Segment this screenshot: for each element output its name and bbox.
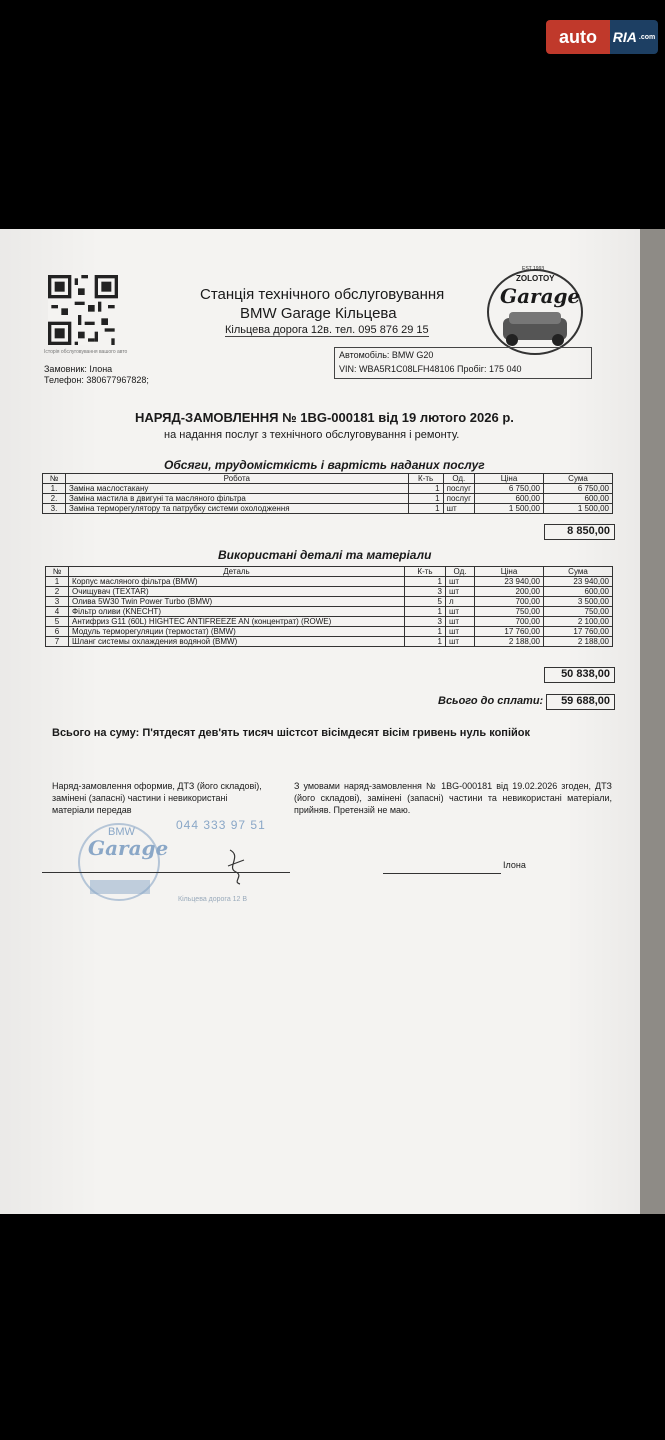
cell: 1 bbox=[408, 484, 443, 494]
cell: 600,00 bbox=[544, 587, 613, 597]
cell: Шланг системы охлаждения водяной (BMW) bbox=[69, 637, 405, 647]
cell: 23 940,00 bbox=[544, 577, 613, 587]
table-row bbox=[46, 607, 613, 617]
cell: 1 bbox=[405, 577, 446, 587]
services-col-unit: Од. bbox=[443, 474, 474, 484]
watermark-ria-sub: .com bbox=[638, 33, 656, 41]
signature-line-left bbox=[42, 872, 290, 873]
station-title: Станція технічного обслуговування bbox=[200, 286, 445, 303]
parts-section-title: Використані деталі та матеріали bbox=[218, 548, 432, 562]
order-title: НАРЯД-ЗАМОВЛЕННЯ № 1BG-000181 від 19 лютого 2026 р. bbox=[135, 410, 514, 425]
signature-icon bbox=[224, 846, 248, 886]
cell: 700,00 bbox=[475, 597, 544, 607]
parts-col-unit: Од. bbox=[446, 567, 475, 577]
autoria-watermark bbox=[546, 20, 658, 54]
logo-brand: ZOLOTOY bbox=[516, 274, 555, 283]
cell: 1 bbox=[405, 627, 446, 637]
watermark-auto: auto bbox=[546, 20, 610, 54]
cell: 23 940,00 bbox=[475, 577, 544, 587]
cell: 3 bbox=[405, 587, 446, 597]
table-row bbox=[46, 617, 613, 627]
cell: шт bbox=[446, 617, 475, 627]
cell: 3 bbox=[405, 617, 446, 627]
cell: 1 bbox=[408, 504, 443, 514]
cell: 6 750,00 bbox=[475, 484, 544, 494]
cell: Заміна терморегулятору та патрубку системи охолодження bbox=[66, 504, 409, 514]
cell: л bbox=[446, 597, 475, 607]
cell: 2 188,00 bbox=[544, 637, 613, 647]
car-info-box bbox=[334, 347, 592, 379]
parts-col-num: № bbox=[46, 567, 69, 577]
customer-name: Замовник: Ілона bbox=[44, 364, 113, 374]
services-section-title: Обсяги, трудомісткість і вартість наданих послуг bbox=[164, 458, 485, 472]
footer-right-text: З умовами наряд-замовлення № 1BG-000181 від 19.02.2026 згоден, ДТЗ (його складові), замінені (запасні) частини та невикористані матеріали, прийняв. Претензій не маю. bbox=[294, 781, 612, 815]
cell: 1 500,00 bbox=[475, 504, 544, 514]
cell: 3. bbox=[43, 504, 66, 514]
parts-col-sum: Сума bbox=[544, 567, 613, 577]
cell: 1 bbox=[408, 494, 443, 504]
cell: 2 bbox=[46, 587, 69, 597]
services-col-sum: Сума bbox=[544, 474, 613, 484]
cell: Олива 5W30 Twin Power Turbo (BMW) bbox=[69, 597, 405, 607]
cell: шт bbox=[446, 637, 475, 647]
parts-total: 50 838,00 bbox=[544, 667, 615, 683]
cell: 17 760,00 bbox=[544, 627, 613, 637]
stamp-address: Кільцева дорога 12 В bbox=[178, 896, 248, 903]
qr-caption: Історія обслуговування вашого авто bbox=[44, 349, 128, 355]
cell: шт bbox=[446, 627, 475, 637]
cell: 1. bbox=[43, 484, 66, 494]
cell: 2. bbox=[43, 494, 66, 504]
cell: Корпус масляного фільтра (BMW) bbox=[69, 577, 405, 587]
grand-total-value: 59 688,00 bbox=[546, 694, 615, 710]
car-vin-mileage: VIN: WBA5R1C08LFH48106 Пробіг: 175 040 bbox=[339, 364, 522, 374]
cell: шт bbox=[446, 587, 475, 597]
cell: шт bbox=[446, 577, 475, 587]
footer-left-text: Наряд-замовлення оформив, ДТЗ (його складові), замінені (запасні) частини і невикористані матеріали передав bbox=[52, 781, 262, 815]
cell: шт bbox=[443, 504, 474, 514]
parts-table bbox=[45, 566, 613, 647]
stamp-phone: 044 333 97 51 bbox=[176, 818, 266, 832]
car-model: Автомобіль: BMW G20 bbox=[339, 350, 434, 360]
cell: 200,00 bbox=[475, 587, 544, 597]
cell: 5 bbox=[405, 597, 446, 607]
table-row bbox=[46, 597, 613, 607]
table-row bbox=[46, 627, 613, 637]
parts-header-row bbox=[46, 567, 613, 577]
services-header-row bbox=[43, 474, 613, 484]
cell: 4 bbox=[46, 607, 69, 617]
cell: 600,00 bbox=[475, 494, 544, 504]
parts-col-price: Ціна bbox=[475, 567, 544, 577]
sum-in-words: Всього на суму: П'ятдесят дев'ять тисяч шістсот вісімдесят вісім гривень нуль копійок bbox=[52, 727, 530, 739]
cell: 1 bbox=[405, 637, 446, 647]
services-total: 8 850,00 bbox=[544, 524, 615, 540]
garage-name: BMW Garage Кільцева bbox=[240, 305, 397, 322]
page-edge-shadow bbox=[640, 229, 665, 1214]
customer-phone: Телефон: 380677967828; bbox=[44, 375, 149, 385]
cell: 2 100,00 bbox=[544, 617, 613, 627]
cell: 750,00 bbox=[544, 607, 613, 617]
cell: 6 750,00 bbox=[544, 484, 613, 494]
services-table bbox=[42, 473, 613, 514]
logo-est: EST 1993 bbox=[522, 266, 545, 272]
stamp-brand: Garage bbox=[88, 836, 169, 860]
cell: 3 500,00 bbox=[544, 597, 613, 607]
cell: 1 bbox=[46, 577, 69, 587]
cell: Фільтр оливи (KNECHT) bbox=[69, 607, 405, 617]
address-phone: Кільцева дорога 12в. тел. 095 876 29 15 bbox=[225, 324, 429, 336]
cell: послуг bbox=[443, 494, 474, 504]
cell: 700,00 bbox=[475, 617, 544, 627]
watermark-ria-text: RIA bbox=[612, 29, 637, 45]
cell: 1 bbox=[405, 607, 446, 617]
services-col-price: Ціна bbox=[475, 474, 544, 484]
table-row bbox=[43, 484, 613, 494]
logo-script: Garage bbox=[500, 284, 581, 308]
cell: Заміна маслостакану bbox=[66, 484, 409, 494]
table-row bbox=[46, 577, 613, 587]
cell: 5 bbox=[46, 617, 69, 627]
cell: 600,00 bbox=[544, 494, 613, 504]
parts-col-part: Деталь bbox=[69, 567, 405, 577]
cell: 17 760,00 bbox=[475, 627, 544, 637]
parts-col-qty: К-ть bbox=[405, 567, 446, 577]
signer-name: Ілона bbox=[503, 860, 526, 870]
services-col-qty: К-ть bbox=[408, 474, 443, 484]
table-row bbox=[46, 637, 613, 647]
cell: шт bbox=[446, 607, 475, 617]
cell: послуг bbox=[443, 484, 474, 494]
cell: Антифриз G11 (60L) HIGHTEC ANTIFREEZE AN (концентрат) (ROWE) bbox=[69, 617, 405, 627]
table-row bbox=[43, 504, 613, 514]
cell: Модуль терморегуляции (термостат) (BMW) bbox=[69, 627, 405, 637]
qr-code-icon bbox=[48, 275, 118, 345]
grand-total-label: Всього до сплати: bbox=[438, 695, 544, 707]
cell: 2 188,00 bbox=[475, 637, 544, 647]
cell: 6 bbox=[46, 627, 69, 637]
cell: Очищувач (TEXTAR) bbox=[69, 587, 405, 597]
cell: 750,00 bbox=[475, 607, 544, 617]
cell: Заміна мастила в двигуні та масляного фільтра bbox=[66, 494, 409, 504]
cell: 1 500,00 bbox=[544, 504, 613, 514]
cell: 3 bbox=[46, 597, 69, 607]
watermark-ria bbox=[610, 20, 658, 54]
order-subtitle: на надання послуг з технічного обслуговування і ремонту. bbox=[164, 429, 460, 441]
cell: 7 bbox=[46, 637, 69, 647]
services-col-num: № bbox=[43, 474, 66, 484]
signature-line-right bbox=[383, 873, 501, 874]
table-row bbox=[46, 587, 613, 597]
table-row bbox=[43, 494, 613, 504]
services-col-work: Робота bbox=[66, 474, 409, 484]
stamp-brand-top: BMW bbox=[108, 826, 135, 838]
